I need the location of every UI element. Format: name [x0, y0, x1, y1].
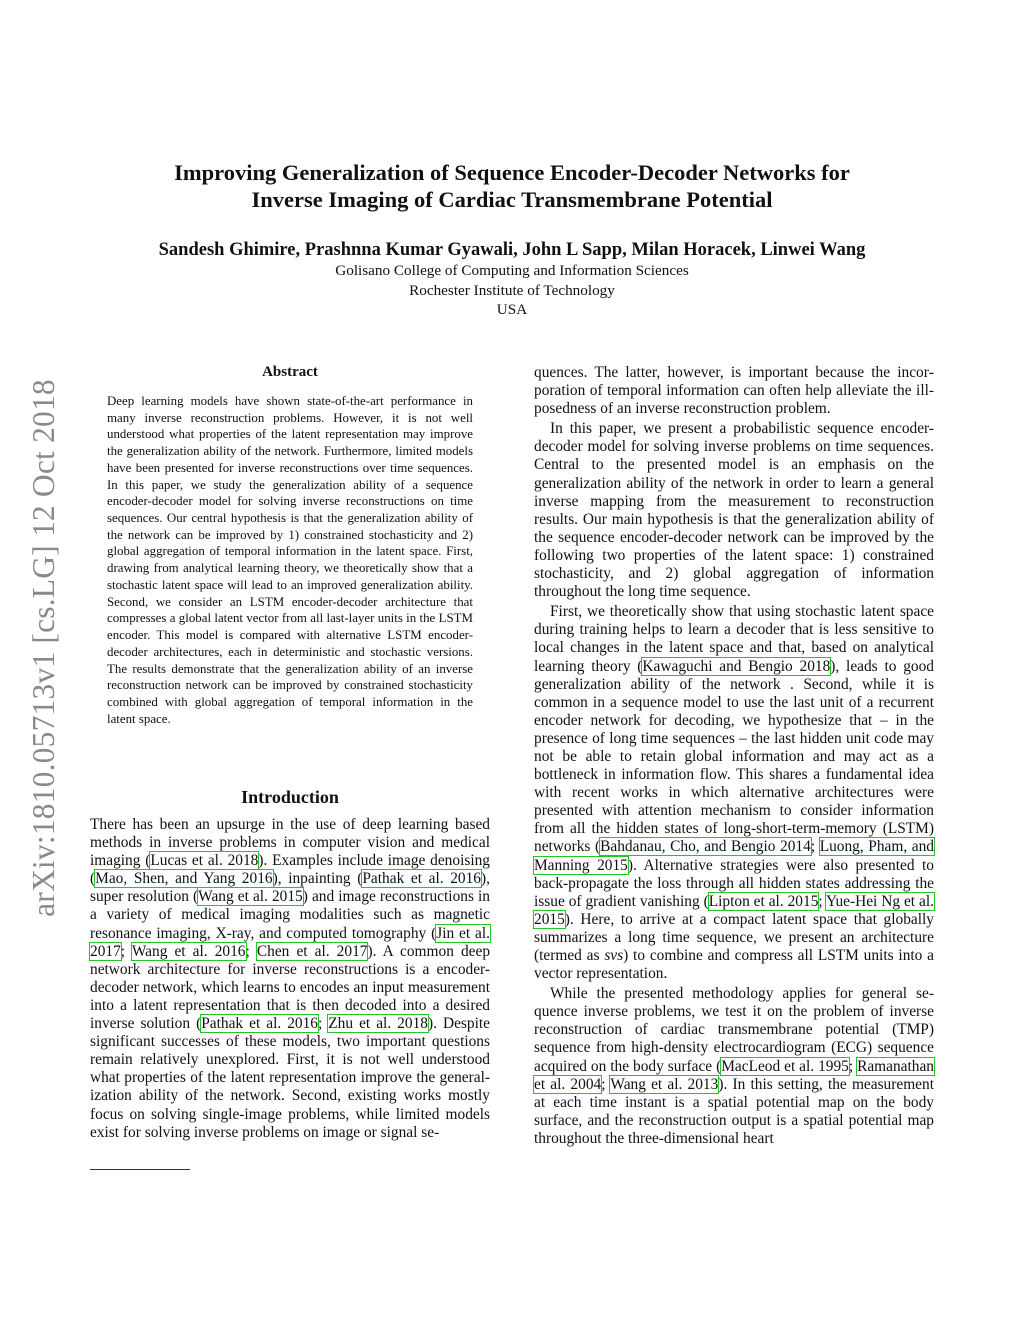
- text-run: ). In this setting, the measurement at each time instant is a spatial potential map on the body surface, and the reconstruction output is a spatial potential map throughout the three-dimensional heart: [534, 1075, 934, 1147]
- text-run: While the presented methodology applies for general sequence inverse problems, we test it on the problem of inverse reconstruction of cardiac transmembrane potential (TMP) sequence from high-density electrocardiogram (ECG) sequence acquired on the body surface (: [534, 985, 934, 1075]
- text-run: ). Despite significant successes of these models, two important questions remain relatively unexplored. First, it is not well understood what properties of the latent representation improve the generalization ability of the network. Second, existing works mostly focus on solving single-image problems, while limited models exist for solving inverse problems on image or signal se-: [90, 1015, 490, 1141]
- right-column: [534, 364, 934, 1148]
- citation-link[interactable]: Mao, Shen, and Yang 2016: [95, 870, 273, 888]
- text-run: ) to combine and compress all LSTM units into a vector representation.: [534, 947, 934, 983]
- text-run: ;: [317, 1015, 329, 1033]
- affiliation-line-3: USA: [496, 301, 528, 318]
- citation-link[interactable]: Chen et al. 2017: [256, 942, 368, 960]
- abstract-body: Deep learning models have shown state-of-the-art performance in many inverse reconstruction problems. However, it is not well understood what properties of the latent representation may improve the generalization ability of the network. Furthermore, limited models have been presented for inverse reconstructions over time sequences. In this paper, we study the generalization ability of a sequence encoder-decoder model for solving inverse reconstructions on time sequences. Our central hypothesis is that the generalization ability of the network can be improved by 1) constrained stochasticity and 2) global aggregation of temporal information in the latent space. First, drawing from analytical learning theory, we theoretically show that a stochastic latent space will lead to an improved generalization ability. Second, we consider an LSTM encoder-decoder architecture that compresses a global latent vector from all last-layer units in the LSTM encoder. This model is compared with alternative LSTM encoder-decoder architectures, each in deterministic and stochastic versions. The results demonstrate that the generalization ability of an inverse reconstruction network can be improved by constrained stochasticity combined with global aggregation of temporal information in the latent space.: [107, 394, 473, 726]
- citation-link[interactable]: Jin et al. 2017: [90, 924, 490, 960]
- abstract-heading: Abstract: [262, 364, 318, 380]
- citation-link[interactable]: Wang et al. 2015: [198, 888, 303, 906]
- text-run: ;: [810, 838, 820, 856]
- citation-link[interactable]: Bahdanau, Cho, and Bengio 2014: [600, 838, 811, 856]
- text-run: ), super resolution (: [90, 870, 490, 906]
- abstract-section: [107, 362, 473, 727]
- citation-link[interactable]: Pathak et al. 2016: [201, 1015, 318, 1033]
- text-run: ;: [818, 892, 827, 910]
- affiliation: [90, 261, 934, 320]
- citation-link[interactable]: Wang et al. 2016: [131, 942, 246, 960]
- citation-link[interactable]: Yue-Hei Ng et al. 2015: [534, 892, 934, 928]
- text-run: ;: [245, 942, 257, 960]
- right-paragraph-0: quences. The latter, however, is important because the incorporation of temporal information can often help alleviate the ill-posedness of an inverse reconstruction problem.: [534, 364, 934, 418]
- text-run: ). Here, to arrive at a compact latent space that globally summarizes a long time sequence, we present an architecture (termed as: [534, 910, 934, 964]
- affiliation-line-1: Golisano College of Computing and Information Sciences: [335, 262, 689, 279]
- citation-link[interactable]: Lucas et al. 2018: [150, 852, 259, 870]
- citation-link[interactable]: Lipton et al. 2015: [708, 892, 819, 910]
- title-line-2: Inverse Imaging of Cardiac Transmembrane Potential: [251, 187, 773, 212]
- citation-link[interactable]: Wang et al. 2013: [610, 1075, 719, 1093]
- text-run: ). A common deep network architecture for inverse reconstructions is a encoder-decoder network, which learns to encodes an input measurement into a latent representation that is then decoded into a desired inverse solution (: [90, 942, 491, 1033]
- title-line-1: Improving Generalization of Sequence Encoder-Decoder Networks for: [174, 160, 850, 185]
- text-run: ). Examples include image denoising (: [90, 852, 490, 888]
- footnote-rule: [90, 1169, 190, 1170]
- right-paragraph-3: [534, 985, 934, 1148]
- citation-link[interactable]: Ramanathan et al. 2004: [534, 1057, 935, 1093]
- introduction-section: [90, 785, 490, 1142]
- arxiv-id-text: arXiv:1810.05713v1 [cs.LG] 12 Oct 2018: [26, 378, 62, 917]
- text-run: ;: [601, 1075, 611, 1093]
- arxiv-identifier: [18, 350, 70, 945]
- text-run: There has been an upsurge in the use of deep learning based methods in inverse problems in computer vision and medical imaging (: [90, 816, 490, 870]
- affiliation-line-2: Rochester Institute of Technology: [409, 281, 615, 299]
- text-run: ;: [120, 942, 132, 960]
- right-paragraph-1: In this paper, we present a probabilistic sequence encoder-decoder model for solving inverse problems on time sequences. Central to the presented model is an emphasis on the generalization ability of the network in order to learn a general inverse mapping from the measurement to reconstruction results. Our main hypothesis is that the generalization ability of the sequence encoder-decoder network can be improved by the following two properties of the latent space: 1) constrained stochasticity, and 2) global aggregation of information throughout the long time sequence.: [534, 420, 934, 601]
- introduction-heading: Introduction: [241, 787, 339, 807]
- text-run: ). Alternative strategies were also presented to back-propagate the loss through all hidden states addressing the issue of gradient vanishing (: [534, 856, 934, 910]
- text-run: ) and image reconstructions in a variety of medical imaging modalities such as magnetic resonance imaging, X-ray, and computed tomography (: [90, 888, 490, 942]
- text-run: ), leads to good generalization ability of the network . Second, while it is common in a sequence model to use the last unit of a recurrent encoder network for decoding, we hypothesize that – in the presence of long time sequences – the last hidden unit code may not be able to retain global information and may act as a bottleneck in information flow. This shares a fundamental idea with recent works in which alternative architectures were presented with attention mechanism to consider information from all the hidden states of long-short-term-memory (LSTM) networks (: [534, 657, 934, 856]
- introduction-paragraph-1: [90, 816, 490, 1142]
- citation-link[interactable]: Zhu et al. 2018: [328, 1015, 428, 1033]
- citation-link[interactable]: Luong, Pham, and Manning 2015: [534, 838, 935, 874]
- paper-title: [90, 159, 934, 213]
- text-run: First, we theoretically show that using stochastic latent space during training helps to learn a decoder that is less sensitive to local changes in the latent space and that, based on analytical learning theory (: [534, 603, 934, 675]
- architecture-name: svs: [604, 947, 624, 964]
- text-run: ), inpainting (: [272, 870, 363, 888]
- citation-link[interactable]: MacLeod et al. 1995: [721, 1057, 849, 1075]
- author-list: Sandesh Ghimire, Prashnna Kumar Gyawali, John L Sapp, Milan Horacek, Linwei Wang: [158, 240, 866, 260]
- citation-link[interactable]: Kawaguchi and Bengio 2018: [642, 657, 831, 675]
- right-paragraph-2: [534, 603, 934, 983]
- text-run: ;: [848, 1057, 858, 1075]
- citation-link[interactable]: Pathak et al. 2016: [362, 870, 482, 888]
